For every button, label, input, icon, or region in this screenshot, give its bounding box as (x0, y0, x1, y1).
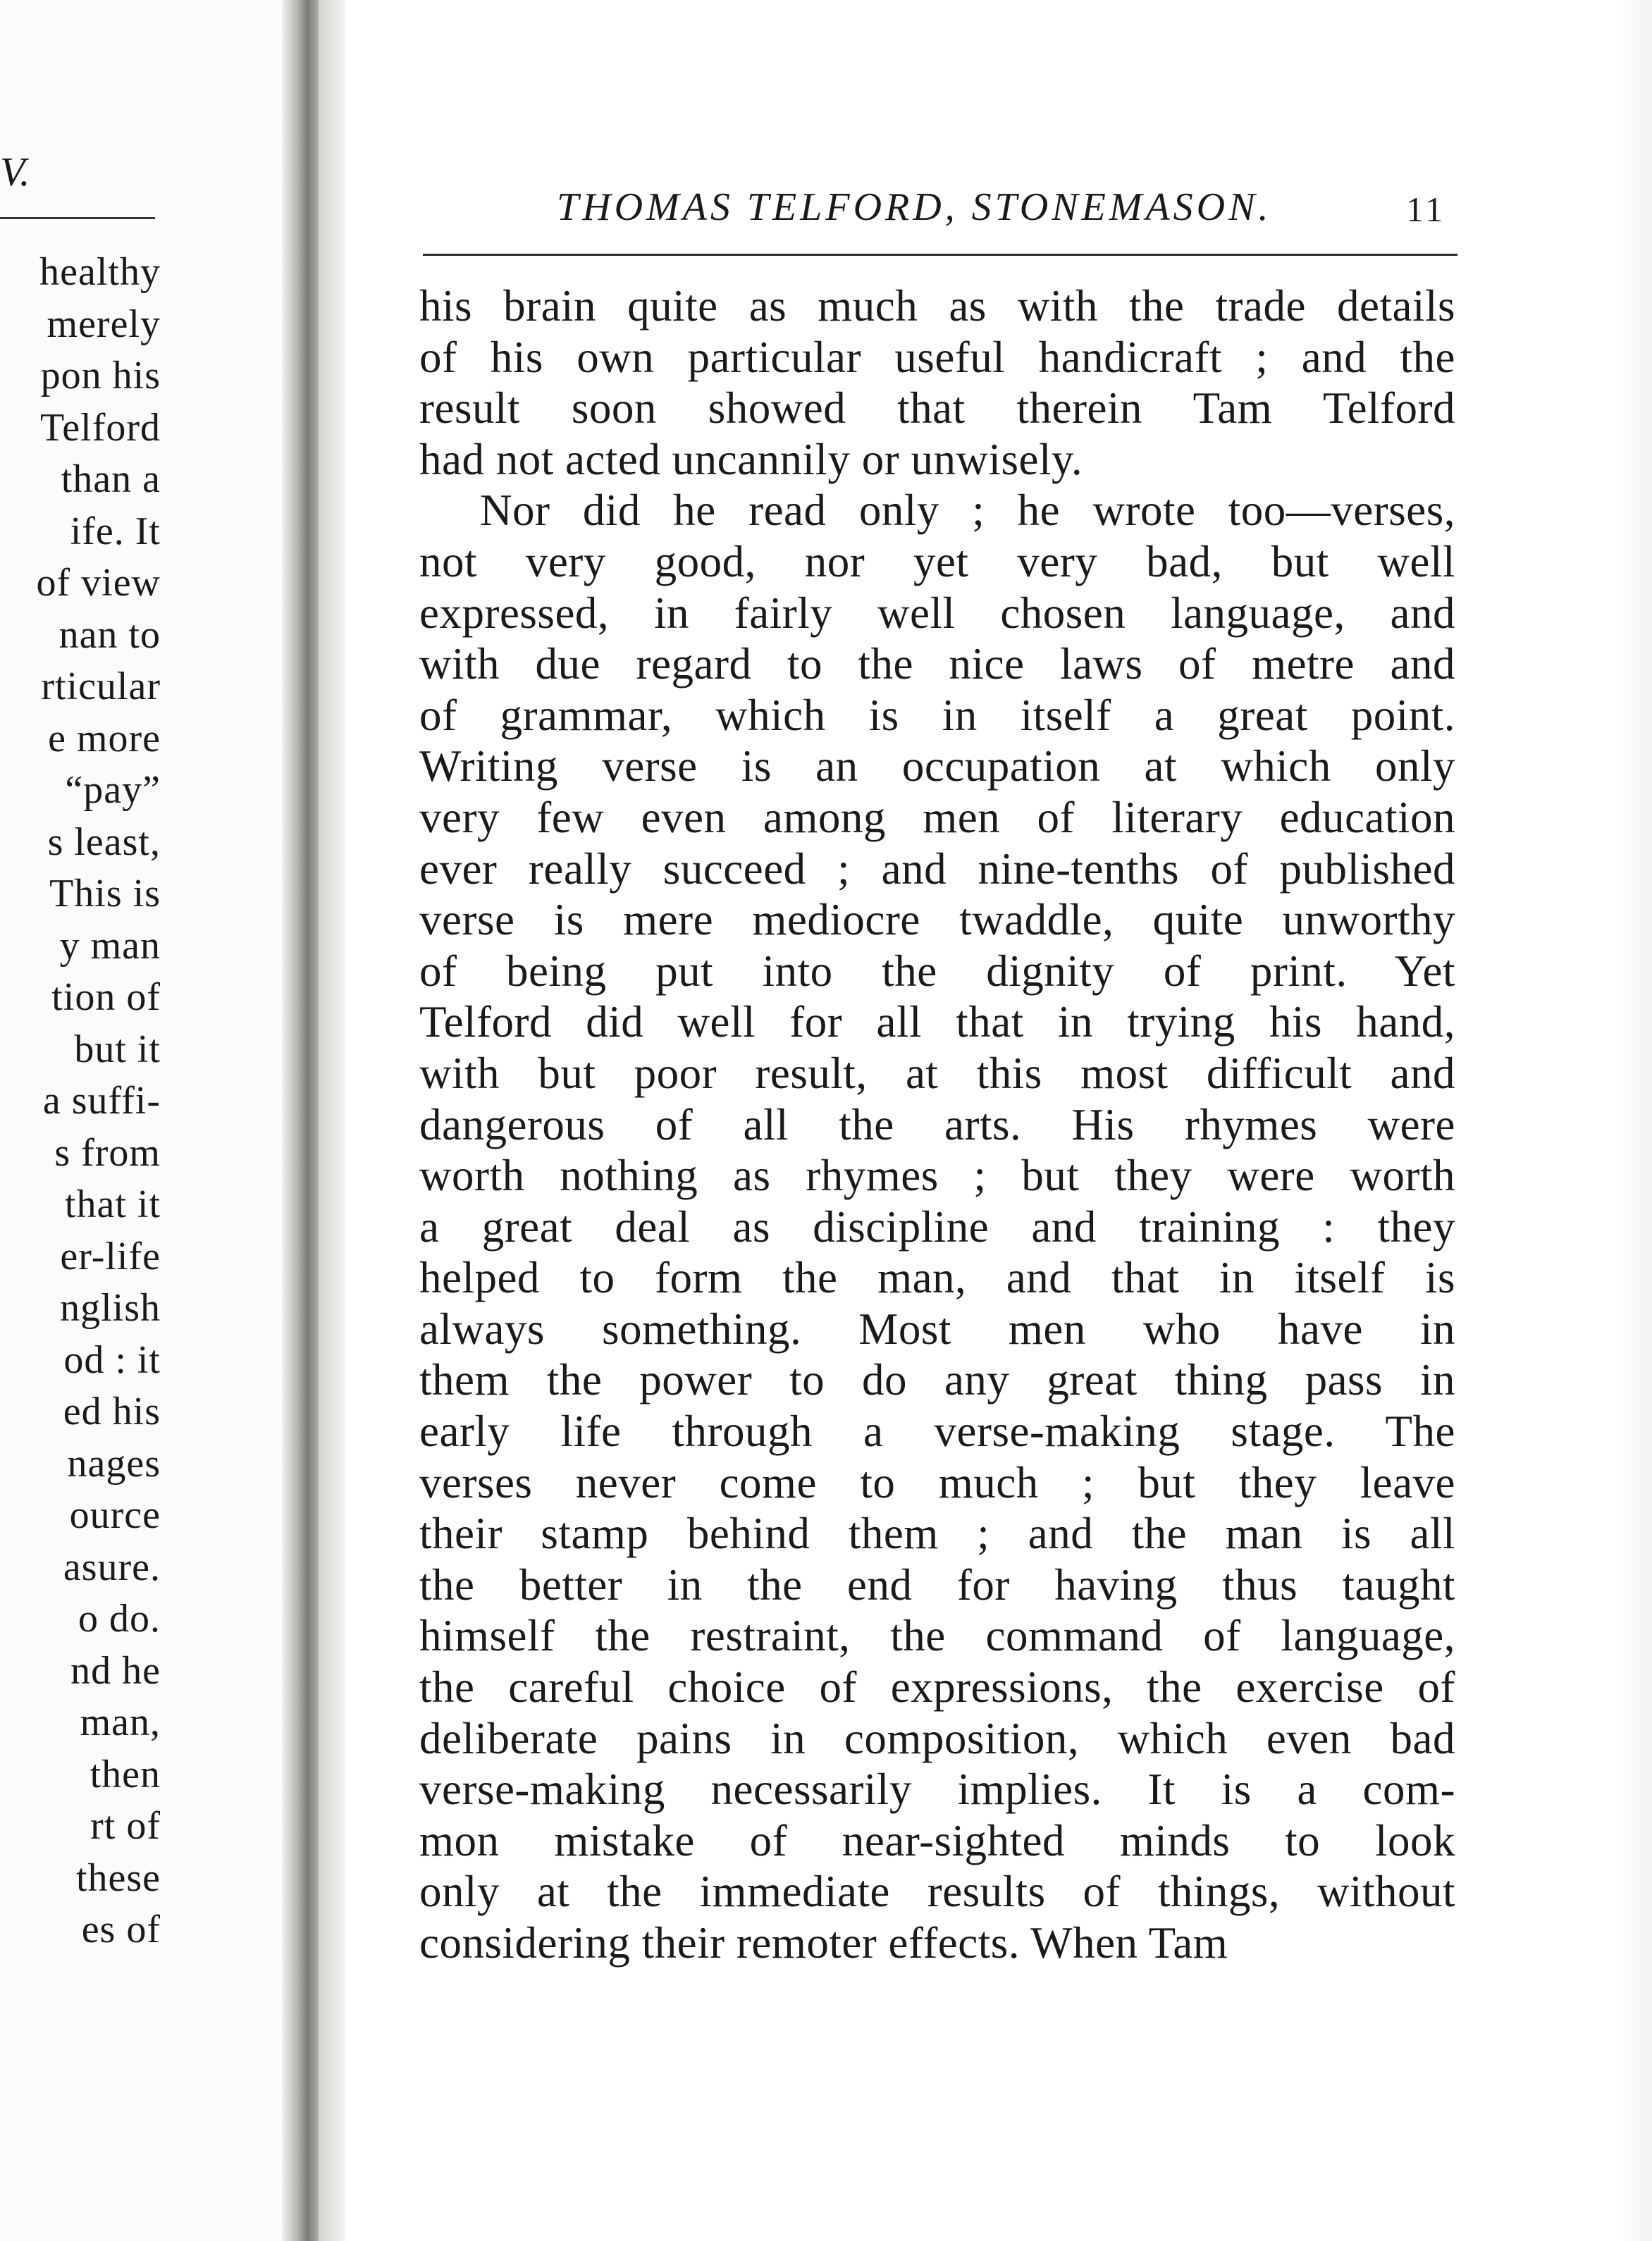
text-line: of his own particular useful handicraft ; and the (419, 332, 1455, 382)
facing-page-line: nages (67, 1441, 161, 1486)
facing-page-line: Telford (39, 405, 161, 450)
facing-page-line: man, (80, 1700, 161, 1744)
gutter-shadow (319, 0, 345, 2241)
header-rule (423, 254, 1457, 256)
facing-page-line: then (90, 1752, 161, 1796)
facing-page-line: tion of (51, 975, 161, 1019)
body-text (419, 280, 1455, 1969)
text-line: verse is mere mediocre twaddle, quite unworthy (419, 895, 1455, 945)
text-line: a great deal as discipline and training : they (419, 1202, 1455, 1252)
text-line: Nor did he read only ; he wrote too—verses, (480, 486, 1455, 536)
facing-page-line: pon his (40, 354, 161, 397)
text-line: their stamp behind them ; and the man is all (419, 1509, 1455, 1559)
facing-page-line: merely (47, 302, 161, 346)
page-edge (1614, 0, 1652, 2241)
facing-page-line: er-life (60, 1234, 161, 1278)
facing-page-line: es of (81, 1908, 161, 1951)
text-line: early life through a verse-making stage. The (419, 1407, 1455, 1457)
facing-page-line: nan to (58, 612, 161, 657)
facing-page-line: s from (54, 1130, 161, 1175)
text-line: verse-making necessarily implies. It is a com- (419, 1765, 1455, 1815)
text-line: the careful choice of expressions, the exercise of (419, 1662, 1455, 1712)
text-line: dangerous of all the arts. His rhymes were (419, 1099, 1455, 1149)
facing-page-line: asure. (63, 1545, 161, 1589)
running-head: THOMAS TELFORD, STONEMASON. (557, 185, 1272, 229)
text-line: worth nothing as rhymes ; but they were worth (419, 1151, 1455, 1201)
text-line: himself the restraint, the command of language, (419, 1611, 1455, 1661)
text-line: verses never come to much ; but they leave (419, 1457, 1455, 1507)
facing-page-line: e more (48, 716, 161, 760)
facing-page-fragment (0, 0, 282, 2241)
text-line: always something. Most men who have in (419, 1304, 1455, 1354)
text-line: very few even among men of literary education (419, 792, 1455, 842)
text-line: ever really succeed ; and nine-tenths of published (419, 844, 1455, 894)
text-line: the better in the end for having thus taught (419, 1560, 1455, 1610)
text-line: only at the immediate results of things, without (419, 1867, 1455, 1917)
facing-page-line: “pay” (65, 768, 161, 812)
text-line: his brain quite as much as with the trade details (419, 281, 1455, 331)
facing-page-line: of view (36, 561, 161, 605)
text-line: with due regard to the nice laws of metre and (419, 639, 1455, 689)
book-gutter (282, 0, 319, 2241)
text-line: deliberate pains in composition, which even bad (419, 1713, 1455, 1763)
facing-page-line: rt of (90, 1804, 161, 1848)
facing-page-line: that it (64, 1183, 161, 1226)
facing-page-text (0, 247, 161, 1956)
facing-page-line: nglish (60, 1286, 161, 1330)
text-line: of being put into the dignity of print. Yet (419, 946, 1455, 996)
text-line: considering their remoter effects. When Tam (419, 1918, 1228, 1968)
facing-page-head-rule (0, 217, 155, 219)
text-line: Telford did well for all that in trying his hand, (419, 997, 1455, 1047)
facing-page-line: o do. (78, 1597, 161, 1641)
facing-page-line: rticular (41, 665, 161, 708)
facing-page-line: s least, (47, 820, 161, 864)
facing-page-line: but it (74, 1027, 161, 1071)
text-line: with but poor result, at this most difficult and (419, 1048, 1455, 1098)
facing-page-line: y man (59, 923, 161, 968)
facing-page-line: ed his (63, 1390, 161, 1433)
facing-page-line: a suffi- (42, 1079, 161, 1123)
facing-page-running-head: V. (0, 149, 30, 195)
text-line: result soon showed that therein Tam Telford (419, 383, 1455, 433)
facing-page-line: This is (49, 872, 161, 915)
text-line: had not acted uncannily or unwisely. (419, 434, 1083, 484)
facing-page-line: than a (61, 457, 161, 501)
facing-page-line: ource (69, 1493, 161, 1537)
text-line: not very good, nor yet very bad, but well (419, 536, 1455, 586)
facing-page-line: these (75, 1856, 161, 1900)
text-line: Writing verse is an occupation at which only (419, 741, 1455, 791)
facing-page-line: ife. It (70, 509, 161, 553)
text-line: helped to form the man, and that in itself is (419, 1253, 1455, 1303)
facing-page-line: od : it (63, 1338, 161, 1382)
text-line: expressed, in fairly well chosen language, and (419, 588, 1455, 638)
text-line: them the power to do any great thing pass in (419, 1355, 1455, 1405)
facing-page-line: nd he (70, 1648, 161, 1693)
text-line: of grammar, which is in itself a great point. (419, 690, 1455, 740)
facing-page-line: healthy (39, 250, 161, 294)
text-line: mon mistake of near-sighted minds to look (419, 1815, 1455, 1865)
page-number: 11 (1406, 190, 1446, 229)
